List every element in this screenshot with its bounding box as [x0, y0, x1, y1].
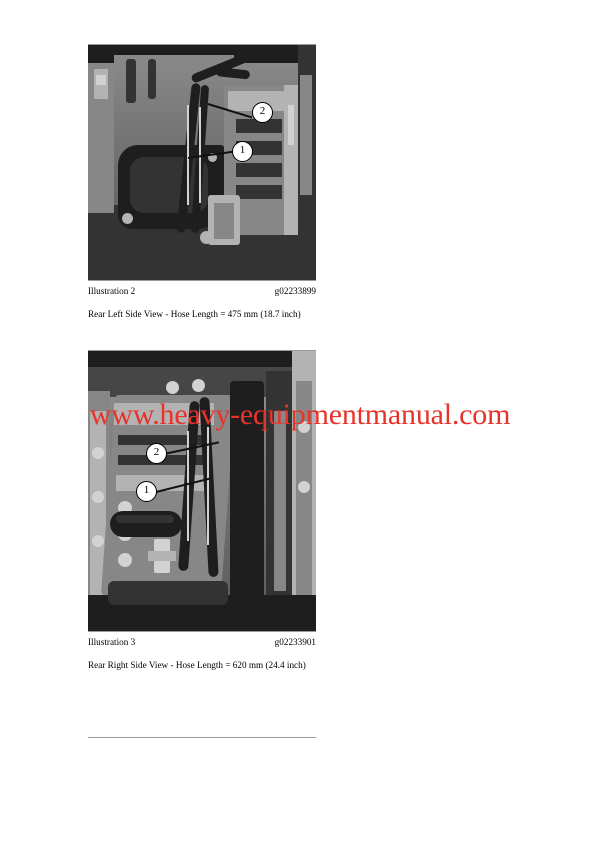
page-bottom-rule: [88, 737, 316, 738]
illustration-3-description: Rear Right Side View - Hose Length = 620 mm (24.4 inch): [88, 660, 306, 670]
callout-2: 2: [146, 443, 167, 464]
illustration-3-label: Illustration 3: [88, 637, 136, 647]
illustration-2-label: Illustration 2: [88, 286, 136, 296]
illustration-3-caption-row: [88, 632, 316, 647]
illustration-2-description: Rear Left Side View - Hose Length = 475 mm (18.7 inch): [88, 309, 301, 319]
illustration-3-photo: [88, 351, 316, 631]
illustration-2-photo: [88, 45, 316, 280]
watermark: www.heavy-equipmentmanual.com: [89, 398, 511, 431]
callout-2: 2: [252, 102, 273, 123]
illustration-2-image-id: g02233899: [274, 286, 316, 296]
illustration-3-image-id: g02233901: [274, 637, 316, 647]
illustration-2-caption-row: [88, 281, 316, 296]
figure-illustration-2: [88, 44, 512, 319]
figure-image-wrapper: [88, 45, 316, 280]
callout-1: 1: [232, 141, 253, 162]
callout-1: 1: [136, 481, 157, 502]
figure-image-wrapper: [88, 351, 316, 631]
